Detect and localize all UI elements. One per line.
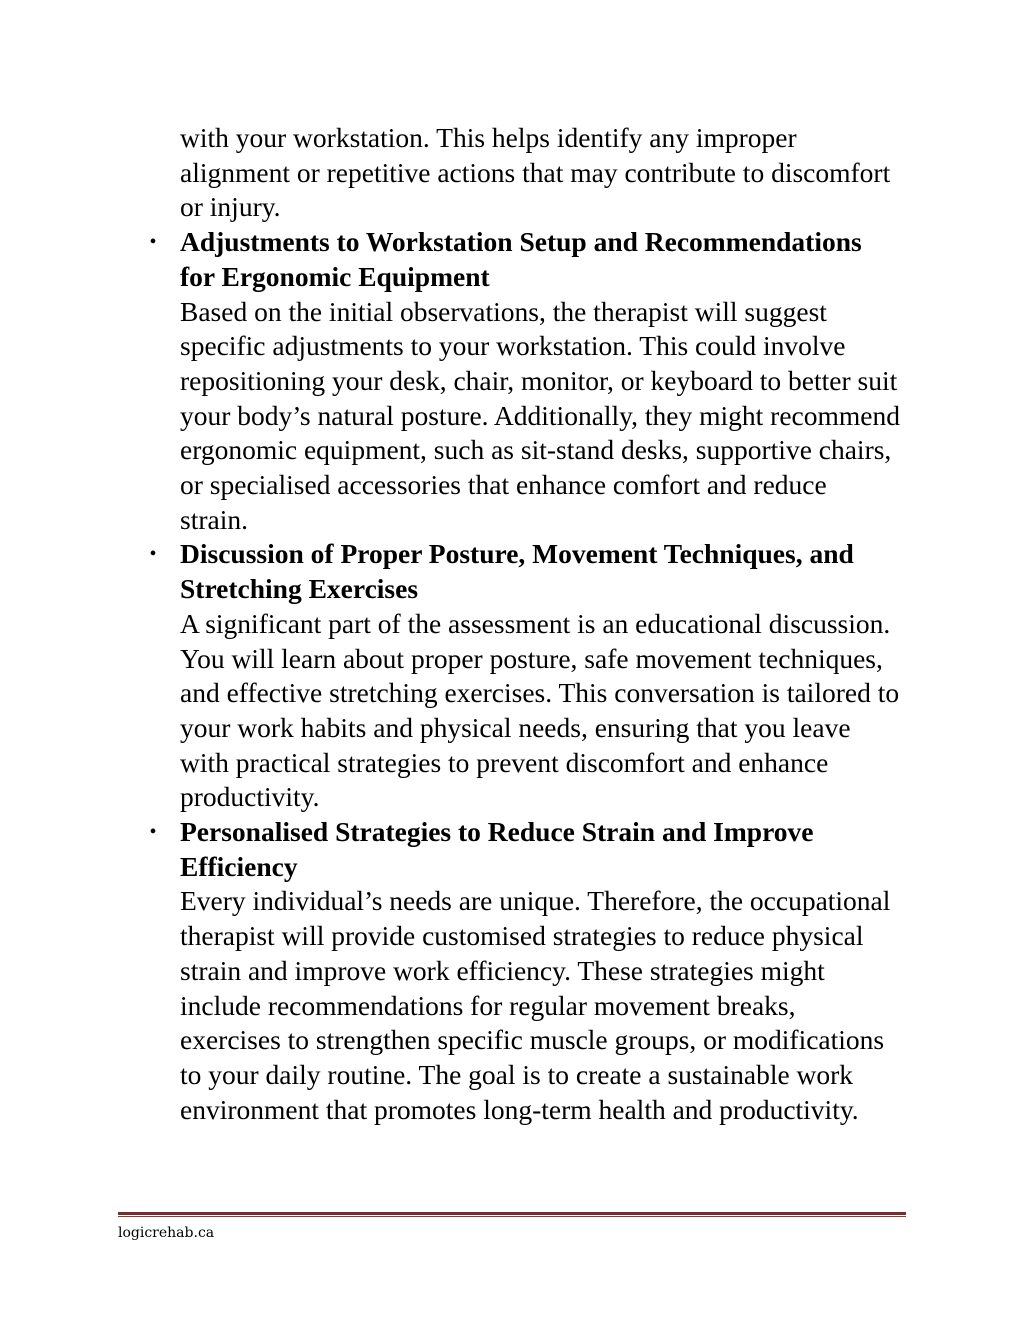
footer-divider-thin — [118, 1216, 906, 1217]
list-item-body: A significant part of the assessment is an educational discussion. You will learn about proper posture, safe movement techniques, and effective stretching exercises. This conversation is tailored to your work habits and physical needs, ensuring that you leave with practical strategies to prevent discomfort and enhance productivity. — [180, 607, 900, 813]
bullet-icon: • — [149, 231, 157, 254]
bullet-icon: • — [149, 543, 157, 566]
footer-divider-thick — [118, 1212, 906, 1215]
list-item-title: Personalised Strategies to Reduce Strain and Improve Efficiency — [180, 816, 814, 882]
footer-website: logicrehab.ca — [118, 1225, 215, 1241]
bullet-icon: • — [149, 821, 157, 844]
list-item-body: Based on the initial observations, the therapist will suggest specific adjustments to your workstation. This could involve repositioning your desk, chair, monitor, or keyboard to better suit your body’s natural posture. Additionally, they might recommend ergonomic equipment, such as sit-stand desks, supportive chairs, or specialised accessories that enhance comfort and reduce strain. — [180, 295, 900, 535]
footer-divider — [118, 1212, 906, 1218]
list-item-title: Adjustments to Workstation Setup and Recommendations for Ergonomic Equipment — [180, 226, 862, 292]
list-item-title: Discussion of Proper Posture, Movement Techniques, and Stretching Exercises — [180, 538, 854, 605]
list-item-body: Every individual’s needs are unique. Therefore, the occupational therapist will provide customised strategies to reduce physical strain and improve work efficiency. These strategies might include recommendations for regular movement breaks, exercises to strengthen specific muscle groups, or modifications to your daily routine. The goal is to create a sustainable work environment that promotes long-term health and productivity. — [180, 885, 891, 1125]
page-content — [149, 121, 900, 1127]
list-item — [149, 225, 900, 537]
list-item — [149, 537, 900, 815]
continuation-paragraph: with your workstation. This helps identify any improper alignment or repetitive actions that may contribute to discomfort or injury. — [180, 122, 891, 223]
list-item — [149, 815, 900, 1127]
